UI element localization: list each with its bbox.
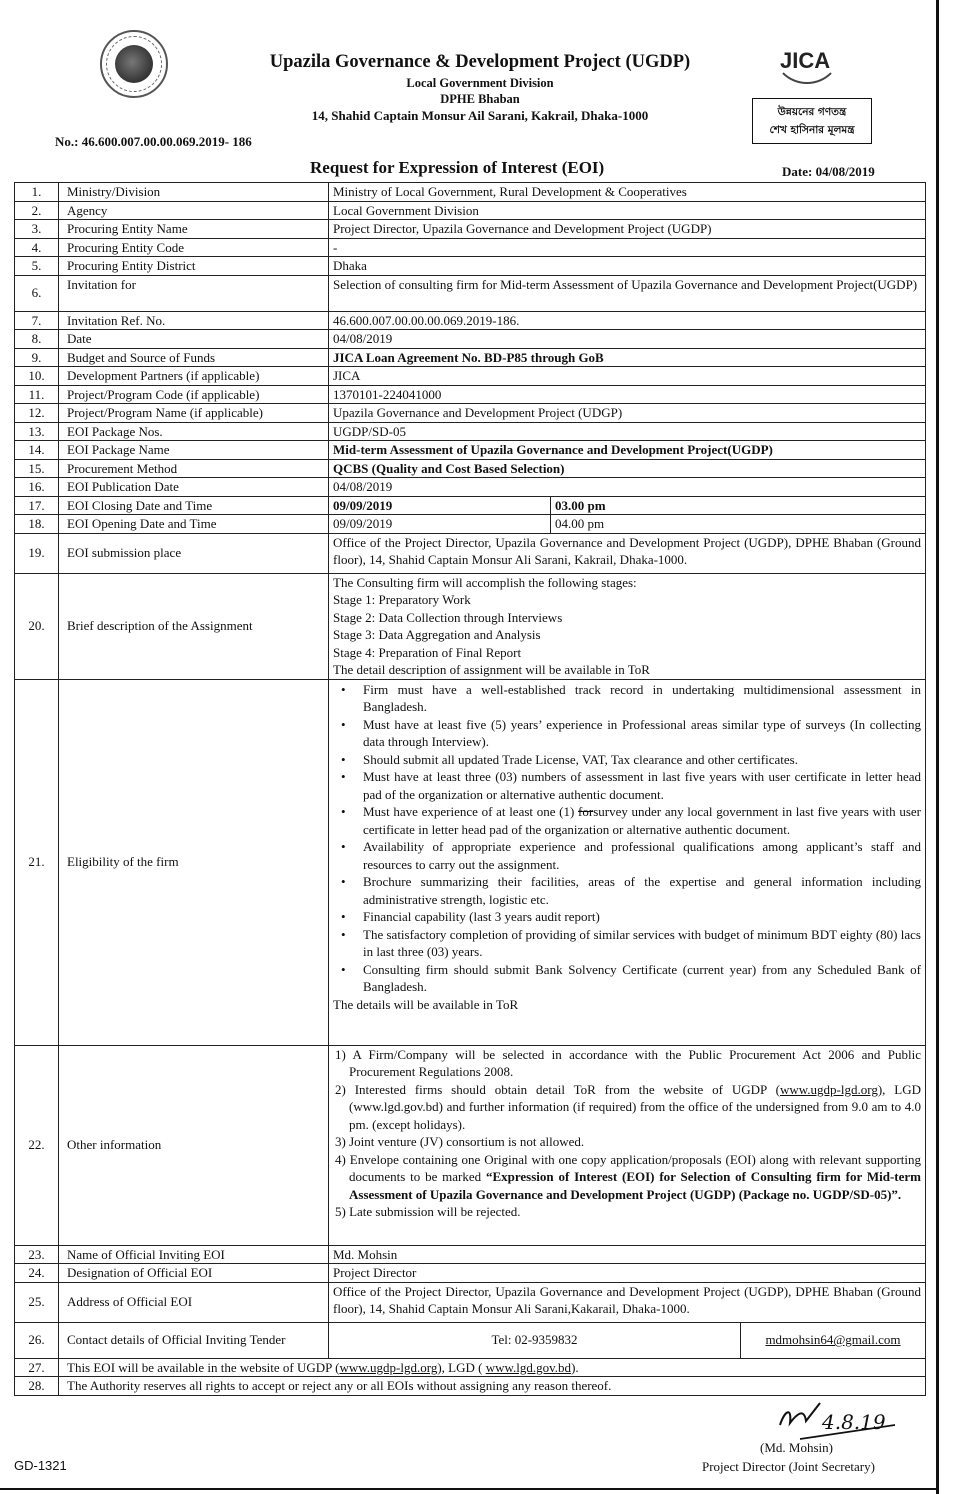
row-label: EOI Opening Date and Time xyxy=(59,515,329,534)
bengali-slogan-line-1: উন্নয়নের গণতন্ত্র xyxy=(777,106,847,118)
row-label: Invitation Ref. No. xyxy=(59,311,329,330)
list-item: 1) A Firm/Company will be selected in accordance with the Public Procurement Act 2006 and Public Procurement Regulations 2008. xyxy=(335,1046,921,1079)
division-name: Local Government Division xyxy=(406,76,554,90)
row-label: EOI Closing Date and Time xyxy=(59,496,329,515)
closing-time: 03.00 pm xyxy=(551,496,926,515)
list-item: • Brochure summarizing their facilities, areas of the expertise and general information including administrative strength, logistic etc. xyxy=(359,873,921,908)
row-label: EOI Package Nos. xyxy=(59,422,329,441)
row-number: 4. xyxy=(15,238,59,257)
row-label: Procuring Entity Code xyxy=(59,238,329,257)
row-value: QCBS (Quality and Cost Based Selection) xyxy=(329,459,926,478)
row-value: 46.600.007.00.00.00.069.2019-186. xyxy=(329,311,926,330)
eligibility-list xyxy=(333,681,921,996)
row-value: UGDP/SD-05 xyxy=(329,422,926,441)
note-text: ), LGD ( xyxy=(437,1359,486,1375)
lgd-website-link[interactable]: www.lgd.gov.bd xyxy=(485,1359,572,1375)
eligibility-criteria xyxy=(329,679,926,1045)
handwritten-signature xyxy=(760,1395,900,1445)
building-name: DPHE Bhaban xyxy=(440,92,520,106)
table-row xyxy=(15,496,926,515)
ugdp-website-link[interactable]: www.ugdp-lgd.org xyxy=(779,1081,878,1097)
row-label: Brief description of the Assignment xyxy=(59,573,329,679)
envelope-marking: “Expression of Interest (EOI) for Selection of Consulting firm for Mid-term Assessment of Upazila Governance and Development Project (UGDP) (Package no. UGDP/SD-05)”. xyxy=(349,1169,921,1202)
row-label: Procuring Entity Name xyxy=(59,220,329,239)
reference-number: No.: 46.600.007.00.00.069.2019- 186 xyxy=(55,134,252,149)
signature-date: 4.8.19 xyxy=(822,1410,886,1434)
list-item: • Consulting firm should submit Bank Solvency Certificate (current year) from any Scheduled Bank of Bangladesh. xyxy=(359,961,921,996)
other-info-list xyxy=(333,1046,921,1221)
row-number: 7. xyxy=(15,311,59,330)
table-row xyxy=(15,238,926,257)
row-number: 26. xyxy=(15,1322,59,1358)
row-label: Procuring Entity District xyxy=(59,257,329,276)
row-value: Local Government Division xyxy=(329,201,926,220)
description-line: Stage 3: Data Aggregation and Analysis xyxy=(333,627,541,642)
row-number: 11. xyxy=(15,385,59,404)
list-item: 5) Late submission will be rejected. xyxy=(335,1204,521,1219)
row-number: 21. xyxy=(15,679,59,1045)
row-number: 10. xyxy=(15,367,59,386)
row-number: 18. xyxy=(15,515,59,534)
table-row xyxy=(15,367,926,386)
row-number: 16. xyxy=(15,478,59,497)
contact-email[interactable] xyxy=(741,1322,926,1358)
row-number: 23. xyxy=(15,1245,59,1264)
document-date: Date: 04/08/2019 xyxy=(782,164,875,179)
table-row xyxy=(15,679,926,1045)
list-item: • Availability of appropriate experience and professional qualifications among applicant’s staff and resources to carry out the assignment. xyxy=(359,838,921,873)
table-row xyxy=(15,1264,926,1283)
bengali-slogan-box xyxy=(752,98,872,144)
assignment-description xyxy=(329,573,926,679)
row-number: 9. xyxy=(15,348,59,367)
signer-name: (Md. Mohsin) xyxy=(760,1440,833,1455)
row-number: 3. xyxy=(15,220,59,239)
row-label: Budget and Source of Funds xyxy=(59,348,329,367)
row-label: Agency xyxy=(59,201,329,220)
list-item: • Must have at least three (03) numbers of assessment in last five years with user certificate in letter head pad of the organization or alternative authentic document. xyxy=(359,768,921,803)
row-number: 1. xyxy=(15,183,59,202)
table-row xyxy=(15,257,926,276)
ugdp-website-link[interactable]: www.ugdp-lgd.org xyxy=(339,1359,438,1375)
list-item-text: 4) Envelope containing one Original with one copy application/proposals (EOI) along with relevant supporting documents to be marked xyxy=(335,1151,921,1184)
table-row xyxy=(15,201,926,220)
row-note xyxy=(59,1358,926,1377)
row-value: JICA Loan Agreement No. BD-P85 through GoB xyxy=(329,348,926,367)
row-value: Dhaka xyxy=(329,257,926,276)
opening-time: 04.00 pm xyxy=(551,515,926,534)
jica-logo: JICA xyxy=(780,48,831,73)
closing-date: 09/09/2019 xyxy=(329,496,551,515)
row-label: Address of Official EOI xyxy=(59,1282,329,1322)
note-text: ). xyxy=(571,1359,579,1375)
opening-date: 09/09/2019 xyxy=(329,515,551,534)
contact-phone: Tel: 02-9359832 xyxy=(329,1322,741,1358)
signature-stroke xyxy=(780,1403,820,1425)
table-row xyxy=(15,385,926,404)
other-information xyxy=(329,1045,926,1245)
table-row xyxy=(15,348,926,367)
struck-word: for xyxy=(578,804,594,819)
row-label: Designation of Official EOI xyxy=(59,1264,329,1283)
description-line: Stage 1: Preparatory Work xyxy=(333,592,471,607)
eligibility-footer: The details will be available in ToR xyxy=(333,996,519,1012)
bengali-slogan-line-2: শেখ হাসিনার মূলমন্ত্র xyxy=(769,124,855,136)
row-label: EOI Package Name xyxy=(59,441,329,460)
row-label: Project/Program Name (if applicable) xyxy=(59,404,329,423)
table-row xyxy=(15,515,926,534)
row-value: Selection of consulting firm for Mid-term Assessment of Upazila Governance and Development Project(UGDP) xyxy=(329,275,926,311)
row-value: JICA xyxy=(329,367,926,386)
table-row xyxy=(15,422,926,441)
table-row xyxy=(15,1358,926,1377)
list-item: • Financial capability (last 3 years audit report) xyxy=(359,908,921,926)
list-item: 3) Joint venture (JV) consortium is not allowed. xyxy=(335,1134,585,1149)
row-number: 8. xyxy=(15,330,59,349)
row-label: Project/Program Code (if applicable) xyxy=(59,385,329,404)
row-value: 1370101-224041000 xyxy=(329,385,926,404)
row-number: 20. xyxy=(15,573,59,679)
description-line: Stage 4: Preparation of Final Report xyxy=(333,644,522,660)
row-value: 04/08/2019 xyxy=(329,330,926,349)
row-label: EOI submission place xyxy=(59,533,329,573)
list-item-text: ), LGD (www.lgd.gov.bd) and further information (if required) from the office of the undersigned from 9.0 am to 4.0 pm. (except holidays). xyxy=(349,1081,921,1132)
signer-title: Project Director (Joint Secretary) xyxy=(702,1459,875,1474)
table-row xyxy=(15,275,926,311)
row-value: Mid-term Assessment of Upazila Governance and Development Project(UGDP) xyxy=(329,441,926,460)
table-row xyxy=(15,311,926,330)
row-number: 2. xyxy=(15,201,59,220)
description-line: Stage 2: Data Collection through Interviews xyxy=(333,609,563,625)
description-line: The detail description of assignment will be available in ToR xyxy=(333,662,650,677)
row-number: 17. xyxy=(15,496,59,515)
table-row xyxy=(15,1245,926,1264)
list-item xyxy=(333,1081,921,1134)
list-item-text: Must have experience of at least one (1) xyxy=(363,804,579,819)
list-item: • The satisfactory completion of providing of similar services with budget of minimum BDT eighty (80) lacs in last three (03) years. xyxy=(359,926,921,961)
table-row xyxy=(15,478,926,497)
page-border-right xyxy=(936,0,939,1494)
row-number: 5. xyxy=(15,257,59,276)
table-row xyxy=(15,1045,926,1245)
page-border-bottom xyxy=(0,1488,939,1490)
row-number: 12. xyxy=(15,404,59,423)
row-number: 25. xyxy=(15,1282,59,1322)
row-label: Name of Official Inviting EOI xyxy=(59,1245,329,1264)
list-item-text: survey under any local government in last five years with user certificate in letter head pad of the organization or alternative authentic document. xyxy=(363,804,921,837)
table-row xyxy=(15,1282,926,1322)
row-number: 14. xyxy=(15,441,59,460)
document-code: GD-1321 xyxy=(14,1458,67,1473)
row-label: Ministry/Division xyxy=(59,183,329,202)
note-text: This EOI will be available in the website of UGDP ( xyxy=(67,1359,340,1375)
row-value: - xyxy=(329,238,926,257)
list-item: • Must have at least five (5) years’ experience in Professional areas similar type of surveys (In collecting data through Interview). xyxy=(359,716,921,751)
row-label: Eligibility of the firm xyxy=(59,679,329,1045)
row-value: Office of the Project Director, Upazila Governance and Development Project (UGDP), DPHE Bhaban (Ground floor), 14, Shahid Captain Monsur Ali Sarani, Kakrail, Dhaka-1000. xyxy=(329,533,926,573)
list-item: • Should submit all updated Trade License, VAT, Tax clearance and other certificates. xyxy=(359,751,921,769)
description-line: The Consulting firm will accomplish the following stages: xyxy=(333,574,637,590)
table-row xyxy=(15,573,926,679)
list-item xyxy=(359,803,921,838)
row-note: The Authority reserves all rights to accept or reject any or all EOIs without assigning any reason thereof. xyxy=(59,1377,926,1396)
table-row xyxy=(15,183,926,202)
row-number: 22. xyxy=(15,1045,59,1245)
list-item xyxy=(333,1151,921,1204)
table-row xyxy=(15,1377,926,1396)
row-number: 6. xyxy=(15,275,59,311)
table-row xyxy=(15,404,926,423)
document-title: Request for Expression of Interest (EOI) xyxy=(310,158,605,177)
row-label: Other information xyxy=(59,1045,329,1245)
row-value: Project Director xyxy=(329,1264,926,1283)
table-row xyxy=(15,220,926,239)
table-row xyxy=(15,1322,926,1358)
row-label: EOI Publication Date xyxy=(59,478,329,497)
table-row xyxy=(15,330,926,349)
row-number: 13. xyxy=(15,422,59,441)
row-value: Md. Mohsin xyxy=(329,1245,926,1264)
email-link[interactable]: mdmohsin64@gmail.com xyxy=(765,1332,901,1348)
government-seal-icon xyxy=(100,30,168,98)
office-address: 14, Shahid Captain Monsur Ail Sarani, Kakrail, Dhaka-1000 xyxy=(311,108,649,123)
row-label: Invitation for xyxy=(59,275,329,311)
row-value: Project Director, Upazila Governance and Development Project (UGDP) xyxy=(329,220,926,239)
eoi-table xyxy=(14,182,926,1396)
project-title: Upazila Governance & Development Project (UGDP) xyxy=(269,52,691,72)
row-number: 27. xyxy=(15,1358,59,1377)
table-row xyxy=(15,533,926,573)
row-number: 24. xyxy=(15,1264,59,1283)
table-row xyxy=(15,459,926,478)
row-label: Development Partners (if applicable) xyxy=(59,367,329,386)
list-item: • Firm must have a well-established track record in undertaking multidimensional assessment in Bangladesh. xyxy=(359,681,921,716)
table-row xyxy=(15,441,926,460)
row-label: Contact details of Official Inviting Tender xyxy=(59,1322,329,1358)
row-number: 28. xyxy=(15,1377,59,1396)
row-value: Upazila Governance and Development Project (UDGP) xyxy=(329,404,926,423)
row-value: Ministry of Local Government, Rural Development & Cooperatives xyxy=(329,183,926,202)
row-number: 19. xyxy=(15,533,59,573)
row-label: Date xyxy=(59,330,329,349)
row-label: Procurement Method xyxy=(59,459,329,478)
row-value: 04/08/2019 xyxy=(329,478,926,497)
seal-center xyxy=(115,45,153,83)
row-value: Office of the Project Director, Upazila Governance and Development Project (UGDP), DPHE Bhaban (Ground floor), 14, Shahid Captain Monsur Ali Sarani,Kakarail, Dhaka-1000. xyxy=(329,1282,926,1322)
list-item-text: 2) Interested firms should obtain detail ToR from the website of UGDP ( xyxy=(335,1081,780,1097)
row-number: 15. xyxy=(15,459,59,478)
